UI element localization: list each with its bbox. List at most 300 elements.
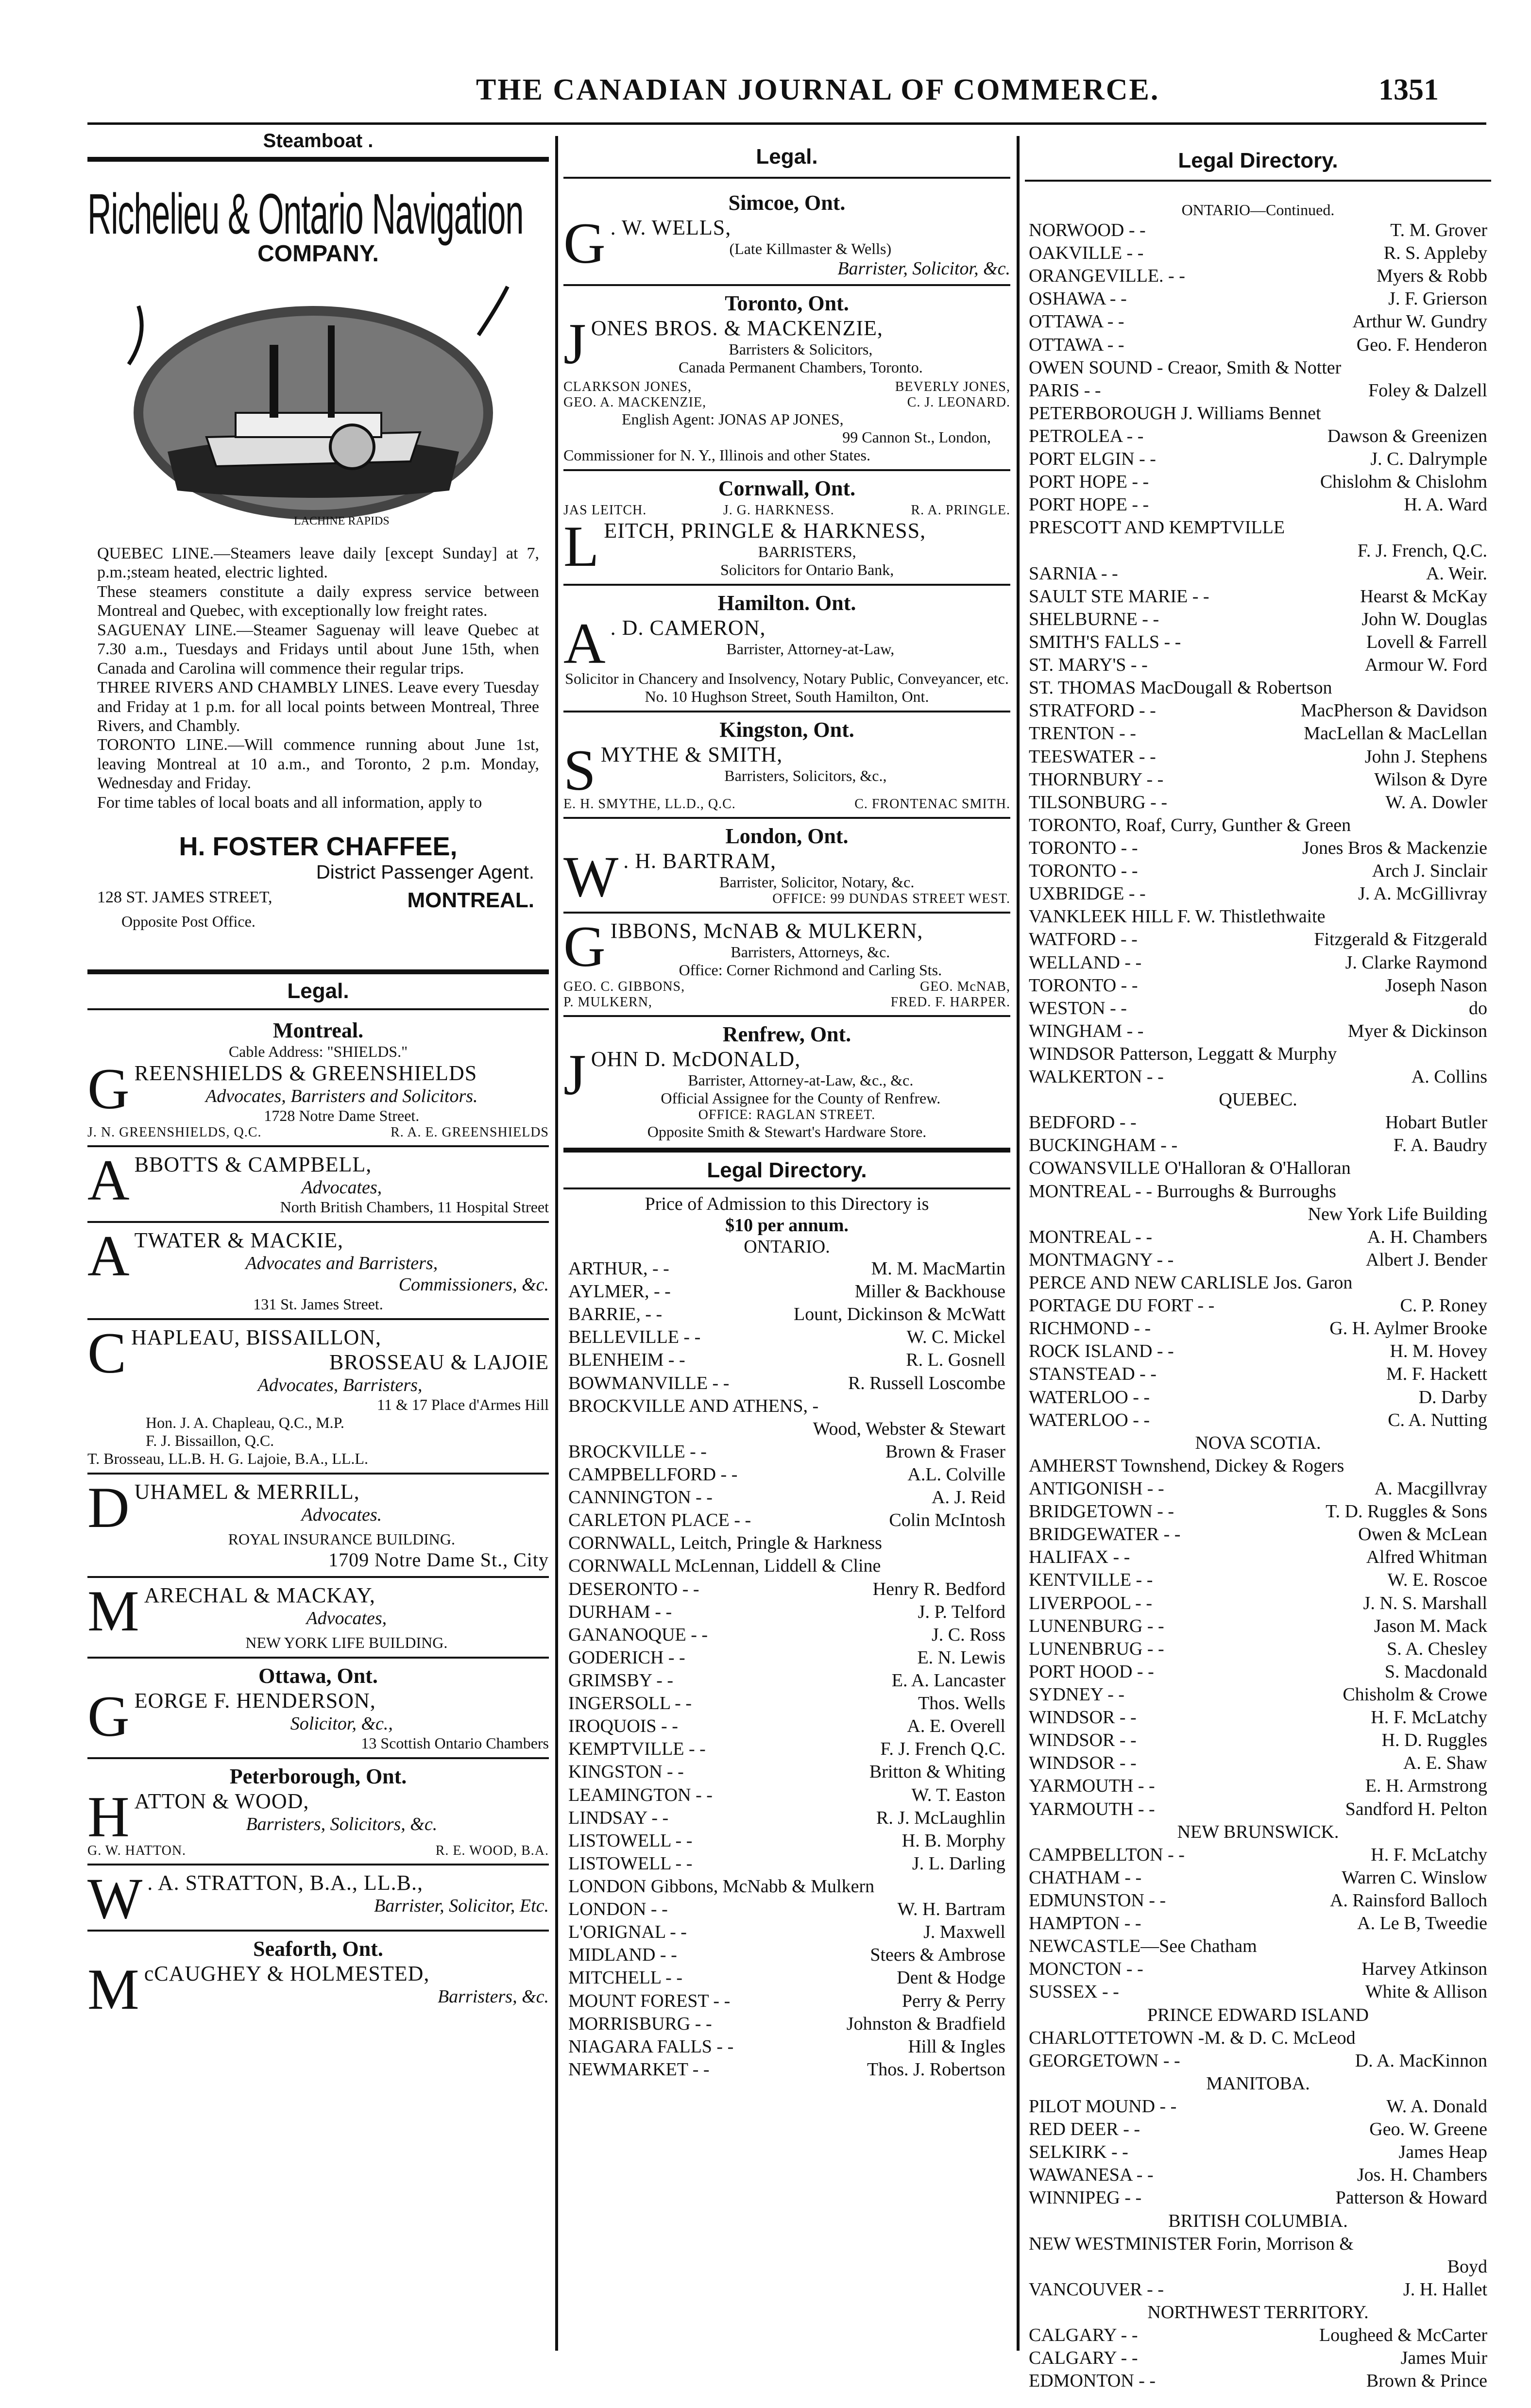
entry-town: PERCE AND NEW CARLISLE Jos. Garon bbox=[1029, 1272, 1353, 1293]
entry-town: ROCK ISLAND - - bbox=[1029, 1341, 1174, 1362]
entry-town: GRIMSBY - - bbox=[568, 1670, 674, 1691]
entry-town: THORNBURY - - bbox=[1029, 769, 1164, 790]
steamboat-heading: Steamboat . bbox=[263, 130, 374, 152]
city-kingston: Kingston, Ont. bbox=[719, 718, 854, 742]
listing-leitch: L EITCH, PRINGLE & HARKNESS, BARRISTERS, Solicitors for Ontario Bank, bbox=[563, 518, 926, 578]
directory-entry bbox=[1029, 1638, 1487, 1661]
directory-entry bbox=[1029, 471, 1487, 493]
entry-lawyer: MacPherson & Davidson bbox=[1300, 700, 1487, 721]
cable-address: Cable Address: "SHIELDS." bbox=[228, 1043, 408, 1061]
directory-entry bbox=[568, 1578, 1005, 1601]
entry-lawyer: Geo. W. Greene bbox=[1369, 2119, 1487, 2140]
directory-entry bbox=[1029, 2324, 1487, 2347]
entry-town: NORWOOD - - bbox=[1029, 220, 1146, 240]
listing-wells: G . W. WELLS, (Late Killmaster & Wells) Barrister, Solicitor, &c. bbox=[563, 215, 1010, 279]
entry-lawyer: G. H. Aylmer Brooke bbox=[1329, 1318, 1487, 1339]
entry-lawyer: M. F. Hackett bbox=[1386, 1364, 1487, 1385]
directory-entry bbox=[568, 1326, 1005, 1349]
agent-opposite: Opposite Post Office. bbox=[121, 913, 255, 931]
entry-town: GANANOQUE - - bbox=[568, 1624, 708, 1645]
entry-lawyer: Jos. H. Chambers bbox=[1357, 2165, 1487, 2186]
entry-town: WINDSOR - - bbox=[1029, 1753, 1137, 1774]
entry-town: MORRISBURG - - bbox=[568, 2013, 712, 2034]
directory-entry bbox=[1029, 2118, 1487, 2141]
entry-town: TILSONBURG - - bbox=[1029, 792, 1167, 813]
directory-entry bbox=[1029, 2027, 1487, 2050]
directory-entry bbox=[1029, 1775, 1487, 1798]
entry-lawyer: H. F. McLatchy bbox=[1371, 1844, 1487, 1865]
directory-entry bbox=[1029, 1615, 1487, 1638]
city-seaforth: Seaforth, Ont. bbox=[253, 1937, 383, 1961]
entry-lawyer: R. S. Appleby bbox=[1383, 243, 1487, 264]
entry-town: LONDON - - bbox=[568, 1899, 668, 1920]
entry-lawyer: J. P. Telford bbox=[918, 1601, 1005, 1622]
entry-lawyer: A.L. Colville bbox=[907, 1464, 1005, 1485]
entry-lawyer: Dawson & Greenizen bbox=[1327, 425, 1487, 446]
entry-lawyer: Harvey Atkinson bbox=[1361, 1959, 1487, 1980]
directory-entry bbox=[1029, 654, 1487, 677]
directory-entry bbox=[568, 1555, 1005, 1577]
listing-greenshields: G REENSHIELDS & GREENSHIELDS Advocates, Barristers and Solicitors. 1728 Notre Dame Street. bbox=[87, 1061, 478, 1125]
entry-lawyer: Alfred Whitman bbox=[1366, 1547, 1487, 1568]
directory-entry bbox=[1029, 1180, 1487, 1203]
entry-lawyer: Owen & McLean bbox=[1358, 1524, 1487, 1545]
directory-entry bbox=[1029, 1706, 1487, 1729]
entry-town: YARMOUTH - - bbox=[1029, 1798, 1155, 1819]
entry-lawyer: John W. Douglas bbox=[1361, 609, 1487, 629]
directory-entry bbox=[1029, 1523, 1487, 1546]
directory-entry bbox=[1029, 1020, 1487, 1043]
directory-entry bbox=[1029, 1363, 1487, 1386]
entry-lawyer: J. L. Darling bbox=[912, 1853, 1005, 1874]
directory-entry bbox=[568, 2035, 1005, 2058]
province-heading: PRINCE EDWARD ISLAND bbox=[1147, 2004, 1369, 2025]
directory-entry bbox=[1029, 2370, 1487, 2392]
entry-town: BRIDGETOWN - - bbox=[1029, 1501, 1174, 1522]
directory-entry bbox=[1029, 1340, 1487, 1363]
entry-town: LINDSAY - - bbox=[568, 1807, 669, 1828]
directory-entry bbox=[1029, 1546, 1487, 1569]
directory-entry bbox=[1029, 2255, 1487, 2278]
entry-town: LEAMINGTON - - bbox=[568, 1784, 713, 1805]
entry-town: WATFORD - - bbox=[1029, 929, 1138, 950]
directory-entry bbox=[568, 1967, 1005, 1989]
directory-entry bbox=[1029, 1958, 1487, 1981]
directory-entry bbox=[1029, 1111, 1487, 1134]
directory-entry bbox=[1029, 219, 1487, 242]
entry-town: EDMUNSTON - - bbox=[1029, 1890, 1166, 1911]
entry-town: SAULT STE MARIE - - bbox=[1029, 586, 1209, 607]
directory-entry bbox=[1029, 746, 1487, 768]
entry-town: CAMPBELLFORD - - bbox=[568, 1464, 738, 1485]
entry-lawyer: Wood, Webster & Stewart bbox=[813, 1418, 1005, 1439]
directory-entry bbox=[1029, 699, 1487, 722]
entry-town: WINDSOR Patterson, Leggatt & Murphy bbox=[1029, 1043, 1337, 1064]
listing-mccaughey: M cCAUGHEY & HOLMESTED, Barristers, &c. bbox=[87, 1961, 549, 2016]
entry-town: SELKIRK - - bbox=[1029, 2142, 1128, 2163]
directory-entry bbox=[1029, 1798, 1487, 1821]
entry-lawyer: W. A. Donald bbox=[1386, 2096, 1487, 2117]
directory-entry bbox=[1029, 1981, 1487, 2003]
entry-town: CANNINGTON - - bbox=[568, 1487, 713, 1508]
column-divider bbox=[555, 136, 558, 2351]
directory-entry bbox=[568, 1898, 1005, 1921]
city-cornwall: Cornwall, Ont. bbox=[718, 476, 856, 500]
toronto-line: TORONTO LINE.—Will commence running about June 1st, leaving Montreal at 10 a.m., and Toronto, 2 p.m. Monday, Wednesday and Friday. bbox=[97, 736, 539, 793]
directory-entry bbox=[568, 1532, 1005, 1555]
directory-entry bbox=[1029, 2141, 1487, 2164]
entry-town: TRENTON - - bbox=[1029, 723, 1136, 744]
entry-lawyer: W. E. Roscoe bbox=[1387, 1570, 1487, 1591]
directory-entry bbox=[1029, 768, 1487, 791]
directory-entry bbox=[1029, 1844, 1487, 1866]
city-renfrew: Renfrew, Ont. bbox=[722, 1022, 851, 1046]
directory-entry bbox=[568, 1921, 1005, 1944]
directory-entry bbox=[1029, 1455, 1487, 1477]
province-heading: NORTHWEST TERRITORY. bbox=[1147, 2302, 1369, 2323]
listing-duhamel: D UHAMEL & MERRILL, Advocates. ROYAL INSURANCE BUILDING. 1709 Notre Dame St., City bbox=[87, 1479, 549, 1571]
entry-lawyer: R. J. McLaughlin bbox=[876, 1807, 1005, 1828]
entry-lawyer: MacLellan & MacLellan bbox=[1304, 723, 1487, 744]
entry-town: ST. MARY'S - - bbox=[1029, 655, 1148, 676]
directory-entry bbox=[1029, 1592, 1487, 1615]
entry-town: CALGARY - - bbox=[1029, 2325, 1138, 2346]
entry-lawyer: C. P. Roney bbox=[1400, 1295, 1487, 1316]
listing-jones-bros: J ONES BROS. & MACKENZIE, Barristers & Solicitors, Canada Permanent Chambers, Toronto. bbox=[563, 316, 923, 376]
entry-town: CORNWALL, Leitch, Pringle & Harkness bbox=[568, 1533, 882, 1554]
listing-smythe: S MYTHE & SMITH, Barristers, Solicitors, &c., bbox=[563, 742, 887, 797]
directory-entry bbox=[568, 1257, 1005, 1280]
directory-entry bbox=[1029, 2278, 1487, 2301]
entry-lawyer: R. Russell Loscombe bbox=[848, 1373, 1005, 1393]
entry-lawyer: T. D. Ruggles & Sons bbox=[1326, 1501, 1487, 1522]
city-simcoe: Simcoe, Ont. bbox=[728, 191, 846, 215]
entry-lawyer: R. L. Gosnell bbox=[906, 1350, 1005, 1371]
directory-entry bbox=[1029, 722, 1487, 745]
directory-entry bbox=[1029, 1066, 1487, 1088]
entry-town: WATERLOO - - bbox=[1029, 1387, 1150, 1407]
directory-entry bbox=[568, 1372, 1005, 1395]
entry-lawyer: Joseph Nason bbox=[1385, 975, 1487, 996]
entry-town: WAWANESA - - bbox=[1029, 2165, 1154, 2186]
entry-lawyer: Dent & Hodge bbox=[897, 1967, 1005, 1988]
directory-entry bbox=[1029, 1272, 1487, 1294]
entry-lawyer: Foley & Dalzell bbox=[1368, 380, 1487, 401]
entry-lawyer: A. H. Chambers bbox=[1367, 1226, 1487, 1247]
directory-entry bbox=[1029, 2187, 1487, 2209]
entry-town: TORONTO - - bbox=[1029, 861, 1138, 882]
entry-town: WATERLOO - - bbox=[1029, 1409, 1150, 1430]
entry-lawyer: Miller & Backhouse bbox=[854, 1281, 1005, 1302]
legal-directory-heading: Legal Directory. bbox=[1178, 149, 1338, 172]
directory-price: Price of Admission to this Directory is bbox=[645, 1194, 929, 1214]
directory-entry bbox=[1029, 1912, 1487, 1935]
entry-lawyer: Lount, Dickinson & McWatt bbox=[794, 1304, 1005, 1325]
entry-town: LUNENBURG - - bbox=[1029, 1615, 1164, 1636]
entry-town: TORONTO - - bbox=[1029, 837, 1138, 858]
entry-lawyer: A. E. Shaw bbox=[1403, 1753, 1487, 1774]
entry-town: PETROLEA - - bbox=[1029, 425, 1144, 446]
directory-entry bbox=[568, 1761, 1005, 1783]
entry-town: COWANSVILLE O'Halloran & O'Halloran bbox=[1029, 1158, 1351, 1179]
entry-lawyer: F. J. French Q.C. bbox=[880, 1739, 1005, 1760]
directory-entry bbox=[1029, 814, 1487, 837]
directory-entry bbox=[568, 1486, 1005, 1509]
city-peterborough: Peterborough, Ont. bbox=[229, 1764, 407, 1789]
entry-lawyer: Wilson & Dyre bbox=[1374, 769, 1487, 790]
directory-entry bbox=[1029, 2164, 1487, 2187]
entry-town: NEW WESTMINISTER Forin, Morrison & bbox=[1029, 2233, 1354, 2254]
entry-town: EDMONTON - - bbox=[1029, 2371, 1156, 2391]
directory-entry bbox=[1029, 265, 1487, 288]
entry-lawyer: J. Clarke Raymond bbox=[1345, 952, 1487, 973]
directory-entry bbox=[1029, 2095, 1487, 2118]
entry-lawyer: H. A. Ward bbox=[1404, 494, 1487, 515]
entry-town: HAMPTON - - bbox=[1029, 1913, 1141, 1934]
agent-name: H. FOSTER CHAFFEE, bbox=[179, 832, 458, 862]
directory-entry bbox=[1029, 1226, 1487, 1249]
directory-entry bbox=[1029, 1477, 1487, 1500]
entry-lawyer: Hill & Ingles bbox=[908, 2036, 1005, 2057]
entry-lawyer: A. Rainsford Balloch bbox=[1329, 1890, 1487, 1911]
entry-lawyer: Jason M. Mack bbox=[1374, 1615, 1487, 1636]
entry-town: KEMPTVILLE - - bbox=[568, 1739, 706, 1760]
directory-entry bbox=[1029, 951, 1487, 974]
entry-town: STRATFORD - - bbox=[1029, 700, 1156, 721]
entry-lawyer: W. C. Mickel bbox=[906, 1327, 1005, 1348]
listing-bartram: W . H. BARTRAM, Barrister, Solicitor, Notary, &c. OFFICE: 99 DUNDAS STREET WEST. bbox=[563, 848, 1010, 907]
directory-entry bbox=[1029, 928, 1487, 951]
directory-entry bbox=[568, 1303, 1005, 1326]
entry-lawyer: Patterson & Howard bbox=[1335, 2188, 1487, 2208]
directory-entry bbox=[568, 1852, 1005, 1875]
directory-entry bbox=[1029, 905, 1487, 928]
directory-list bbox=[563, 1257, 1010, 2081]
legal-heading: Legal. bbox=[756, 145, 818, 169]
directory-entry bbox=[568, 1944, 1005, 1967]
entry-town: PETERBOROUGH J. Williams Bennet bbox=[1029, 403, 1321, 424]
entry-lawyer: Lougheed & McCarter bbox=[1319, 2325, 1487, 2346]
entry-town: BROCKVILLE AND ATHENS, - bbox=[568, 1395, 819, 1416]
agent-city: MONTREAL. bbox=[407, 888, 534, 913]
entry-town: OSHAWA - - bbox=[1029, 288, 1127, 309]
directory-entry bbox=[1029, 1935, 1487, 1958]
entry-lawyer: Johnston & Bradfield bbox=[846, 2013, 1005, 2034]
listing-cameron: A . D. CAMERON, Barrister, Attorney-at-Law, bbox=[563, 615, 895, 670]
directory-entry bbox=[568, 1463, 1005, 1486]
entry-town: NEWMARKET - - bbox=[568, 2059, 710, 2080]
entry-town: SARNIA - - bbox=[1029, 563, 1118, 584]
entry-town: YARMOUTH - - bbox=[1029, 1776, 1155, 1797]
entry-town: WINNIPEG - - bbox=[1029, 2188, 1142, 2208]
entry-town: BRIDGEWATER - - bbox=[1029, 1524, 1181, 1545]
entry-town: WINGHAM - - bbox=[1029, 1020, 1144, 1041]
directory-entry bbox=[1029, 1043, 1487, 1066]
header-rule bbox=[87, 122, 1486, 125]
entry-town: SYDNEY - - bbox=[1029, 1684, 1125, 1705]
entry-town: DESERONTO - - bbox=[568, 1578, 699, 1599]
entry-lawyer: John J. Stephens bbox=[1364, 746, 1487, 767]
entry-lawyer: Perry & Perry bbox=[902, 1990, 1005, 2011]
entry-town: OTTAWA - - bbox=[1029, 334, 1124, 355]
entry-lawyer: J. H. Hallet bbox=[1403, 2279, 1487, 2300]
entry-town: SUSSEX - - bbox=[1029, 1982, 1119, 2002]
saguenay-line: SAGUENAY LINE.—Steamer Saguenay will leave Quebec at 7.30 a.m., Tuesdays and Fridays until about June 15th, when Canada and Carolina will commence their regular trips. bbox=[97, 621, 539, 678]
entry-town: BROCKVILLE - - bbox=[568, 1441, 707, 1462]
entry-town: LUNENBRUG - - bbox=[1029, 1638, 1164, 1659]
directory-entry bbox=[1029, 516, 1487, 539]
entry-town: WELLAND - - bbox=[1029, 952, 1142, 973]
directory-entry bbox=[1029, 540, 1487, 562]
entry-town: PORT HOPE - - bbox=[1029, 494, 1149, 515]
entry-town: MOUNT FOREST - - bbox=[568, 1990, 731, 2011]
entry-lawyer: Chislohm & Chislohm bbox=[1320, 472, 1487, 492]
column-middle: Legal. Simcoe, Ont. G . W. WELLS, (Late Killmaster & Wells) Barrister, Solicitor, &c. Toronto, Ont. J ONES BROS. & MACKENZIE, Barristers & Solicitors, Canada Permanent Chambers, Toronto. CLARKSON JONES, BEVERLY JONES, GEO. A. MACKENZIE, C. J. LEONARD. English Agent: JONAS AP JONES, 99 Cannon St., London, Commissioner for N. Y., Illinois and other States. Cornwall, Ont. JAS LEITCH. J. G. HARKNESS. R. A. PRINGLE. L EITCH, PRINGLE & HARKNESS, BARRISTERS, Solicitors for Ontario Bank, Hamilton. Ont. A . D. CAMERON, Barrister, Attorney-at-Law, Solicitor in Chancery and Insolvency, Notary Public, Conveyancer, etc. No. 10 Hughson Street, South Hamilton, Ont. Kingston, Ont. S MYTHE & SMITH, Barristers, Solicitors, &c., E. H. SMYTHE, LL.D., Q.C. C. FRONTENAC SMITH. London, Ont. W . H. BARTRAM, Barrister, Solicitor, Notary, &c. OFFICE: 99 DUNDAS STREET WEST. G IBBONS, McNAB & MULKERN, Barristers, Attorneys, &c. Office: Corner Richmond and Carling Sts. GEO. C. GIBBONS, GEO. McNAB, P. MULKERN, FRED. F. HARPER. Renfrew, Ont. J OHN D. McDONALD, Barrister, Attorney-at-Law, &c., &c. Official Assignee for the County of Renfrew. OFFICE: RAGLAN STREET. Opposite Smith & Stewart's Hardware Store. Legal Directory. Price of Admission to this Directory is $10 per annum. ONTARIO. ARTHUR, - - M. M. MacMartin AYLMER, - - Miller & Backhouse BARRIE, - - Lount, Dickinson & McWatt BELLEVILLE - - W. C. Mickel BLENHEIM - - R. L. Gosnell BOWMANVILLE - - R. Russell Loscombe BROCKVILLE AND ATHENS, - Wood, Webster & Stewart BROCKVILLE - - Brown & Fraser CAMPBELLFORD - - A.L. Colville CANNINGTON - - A. J. Reid CARLETON PLACE - - Colin McIntosh CORNWALL, Leitch, Pringle & Harkness CORNWALL McLennan, Liddell & Cline DESERONTO - - Henry R. Bedford DURHAM - - J. P. Telford GANANOQUE - - J. C. Ross GODERICH - - E. N. Lewis GRIMSBY - - E. A. Lancaster INGERSOLL - - Thos. Wells IROQUOIS - - A. E. Overell KEMPTVILLE - - F. J. French Q.C. KINGSTON - - Britton & Whiting LEAMINGTON - - W. T. Easton LINDSAY - - R. J. McLaughlin LISTOWELL - - H. B. Morphy LISTOWELL - - J. L. Darling LONDON Gibbons, McNabb & Mulkern LONDON - - W. H. Bartram L'ORIGNAL - - J. Maxwell MIDLAND - - Steers & Ambrose MITCHELL - - Dent & Hodge MOUNT FOREST - - Perry & Perry MORRISBURG - - Johnston & Bradfield NIAGARA FALLS - - Hill & Ingles NEWMARKET - - Thos. J. Robertson bbox=[563, 126, 1010, 2081]
entry-town: TEESWATER - - bbox=[1029, 746, 1156, 767]
journal-title: THE CANADIAN JOURNAL OF COMMERCE. bbox=[476, 73, 1160, 106]
city-ottawa: Ottawa, Ont. bbox=[258, 1664, 378, 1688]
directory-entry bbox=[1029, 242, 1487, 265]
directory-entry bbox=[568, 1418, 1005, 1441]
entry-lawyer: M. M. MacMartin bbox=[871, 1258, 1005, 1279]
listing-mcdonald: J OHN D. McDONALD, Barrister, Attorney-at-Law, &c., &c. Official Assignee for the County of Renfrew. OFFICE: RAGLAN STREET. Opposite Smith & Stewart's Hardware Store. bbox=[563, 1047, 941, 1140]
entry-town: AMHERST Townshend, Dickey & Rogers bbox=[1029, 1455, 1344, 1476]
entry-town: PORT HOOD - - bbox=[1029, 1661, 1154, 1682]
entry-lawyer: D. Darby bbox=[1418, 1387, 1487, 1407]
entry-town: TORONTO, Roaf, Curry, Gunther & Green bbox=[1029, 814, 1351, 835]
entry-town: UXBRIDGE - - bbox=[1029, 883, 1146, 904]
entry-town: MIDLAND - - bbox=[568, 1945, 677, 1966]
entry-town: SMITH'S FALLS - - bbox=[1029, 631, 1181, 652]
entry-town: WINDSOR - - bbox=[1029, 1707, 1137, 1728]
directory-entry bbox=[1029, 334, 1487, 356]
directory-entry bbox=[568, 1646, 1005, 1669]
entry-lawyer: Fitzgerald & Fitzgerald bbox=[1314, 929, 1487, 950]
entry-lawyer: J. Maxwell bbox=[923, 1922, 1005, 1943]
province-heading: NEW BRUNSWICK. bbox=[1177, 1821, 1339, 1842]
directory-entry bbox=[1029, 1157, 1487, 1180]
entry-town: BEDFORD - - bbox=[1029, 1112, 1137, 1133]
entry-town: MITCHELL - - bbox=[568, 1967, 682, 1988]
entry-town: NEWCASTLE—See Chatham bbox=[1029, 1936, 1257, 1957]
directory-entry bbox=[1029, 585, 1487, 608]
entry-town: RED DEER - - bbox=[1029, 2119, 1140, 2140]
directory-list bbox=[1025, 219, 1491, 2392]
directory-entry bbox=[1029, 1866, 1487, 1889]
ontario-continued: ONTARIO—Continued. bbox=[1181, 201, 1335, 219]
entry-town: VANKLEEK HILL F. W. Thistlethwaite bbox=[1029, 906, 1326, 927]
entry-lawyer: Armour W. Ford bbox=[1364, 655, 1487, 676]
directory-entry bbox=[1029, 860, 1487, 882]
directory-entry bbox=[568, 1669, 1005, 1692]
entry-lawyer: Thos. J. Robertson bbox=[867, 2059, 1005, 2080]
city-london: London, Ont. bbox=[725, 824, 849, 848]
directory-entry bbox=[1029, 997, 1487, 1020]
entry-town: GEORGETOWN - - bbox=[1029, 2050, 1180, 2071]
listing-chapleau: C HAPLEAU, BISSAILLON, BROSSEAU & LAJOIE Advocates, Barristers, 11 & 17 Place d'Armes Hill Hon. J. A. Chapleau, Q.C., M.P. F. J. Bissaillon, Q.C. T. Brosseau, LL.B. H. G. Lajoie, B.A., LL.L. bbox=[87, 1325, 549, 1468]
entry-lawyer: James Muir bbox=[1400, 2348, 1487, 2369]
entry-town: CHATHAM - - bbox=[1029, 1867, 1142, 1888]
entry-town: SHELBURNE - - bbox=[1029, 609, 1159, 629]
entry-lawyer: Colin McIntosh bbox=[889, 1510, 1005, 1531]
directory-entry bbox=[1029, 1752, 1487, 1775]
directory-entry bbox=[1029, 1500, 1487, 1523]
entry-lawyer: F. J. French, Q.C. bbox=[1357, 540, 1487, 561]
entry-lawyer: Boyd bbox=[1447, 2256, 1487, 2277]
entry-lawyer: J. A. McGillivray bbox=[1358, 883, 1487, 904]
entry-town: LONDON Gibbons, McNabb & Mulkern bbox=[568, 1876, 875, 1897]
entry-town: GODERICH - - bbox=[568, 1647, 685, 1668]
express-service: These steamers constitute a daily express service between Montreal and Quebec, with exceptionally low freight rates. bbox=[97, 582, 539, 620]
entry-lawyer: S. Macdonald bbox=[1384, 1661, 1487, 1682]
entry-lawyer: S. A. Chesley bbox=[1387, 1638, 1487, 1659]
entry-lawyer: W. A. Dowler bbox=[1385, 792, 1487, 813]
page-number: 1351 bbox=[1378, 73, 1439, 106]
listing-hatton: H ATTON & WOOD, Barristers, Solicitors, &c. bbox=[87, 1789, 438, 1844]
entry-lawyer: Brown & Fraser bbox=[885, 1441, 1005, 1462]
entry-town: TORONTO - - bbox=[1029, 975, 1138, 996]
entry-lawyer: T. M. Grover bbox=[1390, 220, 1487, 240]
entry-lawyer: E. A. Lancaster bbox=[891, 1670, 1005, 1691]
listing-abbotts: A BBOTTS & CAMPBELL, Advocates, North British Chambers, 11 Hospital Street bbox=[87, 1152, 549, 1216]
directory-entry bbox=[568, 1807, 1005, 1830]
entry-lawyer: E. N. Lewis bbox=[917, 1647, 1005, 1668]
directory-entry bbox=[1029, 2233, 1487, 2255]
entry-town: L'ORIGNAL - - bbox=[568, 1922, 687, 1943]
directory-entry bbox=[1029, 2347, 1487, 2370]
steamboat-illustration bbox=[109, 277, 527, 529]
entry-town: ARTHUR, - - bbox=[568, 1258, 669, 1279]
city-montreal: Montreal. bbox=[272, 1018, 364, 1043]
agent-title: District Passenger Agent. bbox=[316, 862, 534, 883]
directory-entry bbox=[1029, 310, 1487, 333]
directory-entry bbox=[1029, 1134, 1487, 1157]
entry-lawyer: F. A. Baudry bbox=[1393, 1135, 1487, 1156]
directory-entry bbox=[1029, 791, 1487, 814]
entry-lawyer: Myer & Dickinson bbox=[1347, 1020, 1487, 1041]
listing-marechal: M ARECHAL & MACKAY, Advocates, NEW YORK LIFE BUILDING. bbox=[87, 1583, 448, 1652]
three-rivers-line: THREE RIVERS AND CHAMBLY LINES. Leave every Tuesday and Friday at 1 p.m. for all local points between Montreal, Three Rivers, and Chambly. bbox=[97, 678, 539, 735]
entry-lawyer: White & Allison bbox=[1365, 1982, 1487, 2002]
entry-town: CALGARY - - bbox=[1029, 2348, 1138, 2369]
listing-stratton: W . A. STRATTON, B.A., LL.B., Barrister, Solicitor, Etc. bbox=[87, 1870, 549, 1925]
province-heading: QUEBEC. bbox=[1219, 1089, 1297, 1110]
directory-entry bbox=[568, 2013, 1005, 2035]
entry-lawyer: J. C. Ross bbox=[931, 1624, 1005, 1645]
entry-lawyer: A. E. Overell bbox=[907, 1716, 1005, 1737]
directory-entry bbox=[1029, 356, 1487, 379]
directory-entry bbox=[1029, 677, 1487, 699]
entry-town: PARIS - - bbox=[1029, 380, 1101, 401]
directory-entry bbox=[568, 1990, 1005, 2013]
entry-town: HALIFAX - - bbox=[1029, 1547, 1130, 1568]
entry-town: MONTREAL - - bbox=[1029, 1226, 1152, 1247]
directory-entry bbox=[1029, 402, 1487, 425]
entry-lawyer: J. F. Grierson bbox=[1388, 288, 1487, 309]
directory-entry bbox=[1029, 1729, 1487, 1752]
quebec-line: QUEBEC LINE.—Steamers leave daily [except Sunday] at 7, p.m.;steam heated, electric lighted. bbox=[97, 544, 539, 582]
entry-town: IROQUOIS - - bbox=[568, 1716, 678, 1737]
entry-town: BELLEVILLE - - bbox=[568, 1327, 701, 1348]
directory-entry bbox=[1029, 608, 1487, 631]
city-toronto: Toronto, Ont. bbox=[725, 291, 849, 315]
entry-lawyer: Steers & Ambrose bbox=[870, 1945, 1005, 1966]
entry-lawyer: Geo. F. Henderon bbox=[1356, 334, 1487, 355]
agent-address: 128 ST. JAMES STREET, bbox=[97, 888, 272, 907]
entry-town: STANSTEAD - - bbox=[1029, 1364, 1157, 1385]
entry-town: OWEN SOUND - Creaor, Smith & Notter bbox=[1029, 357, 1342, 378]
directory-entry bbox=[1029, 974, 1487, 997]
